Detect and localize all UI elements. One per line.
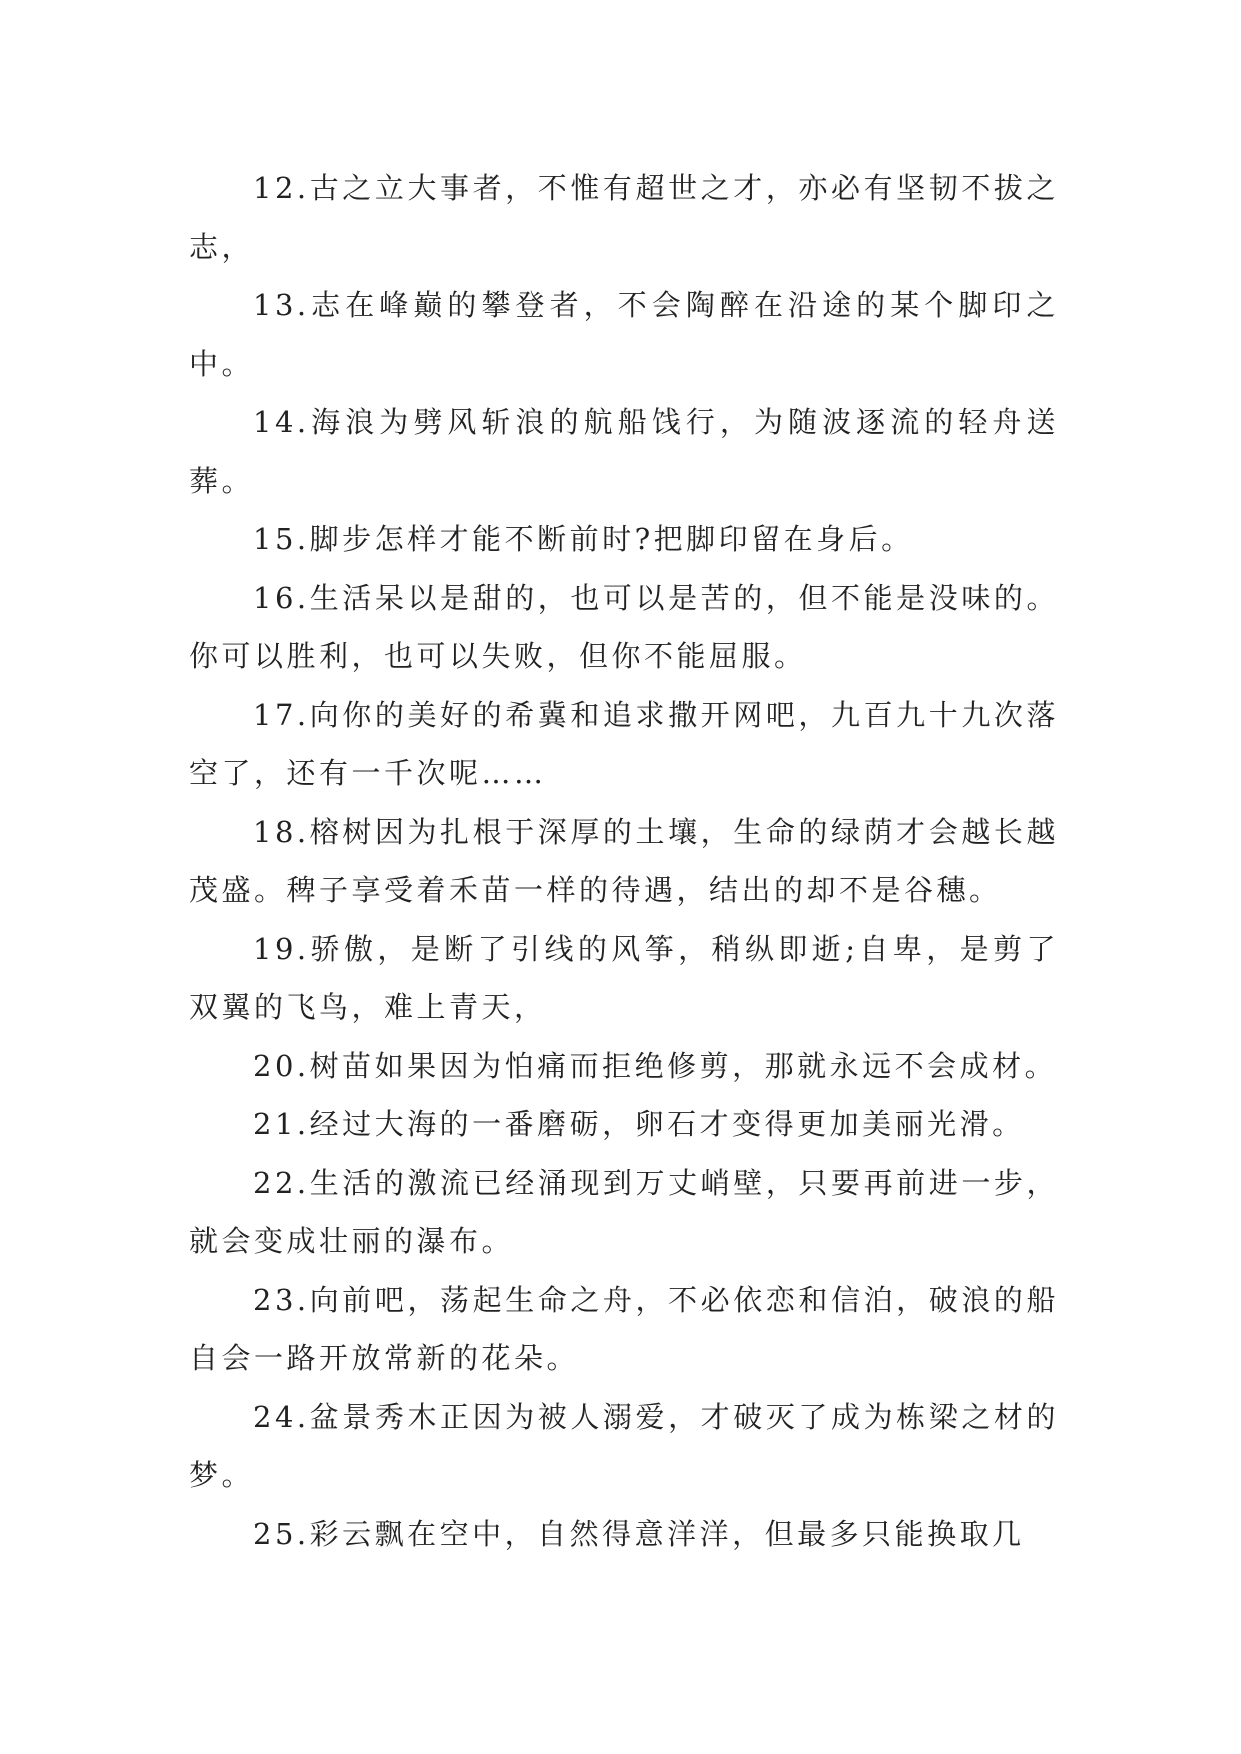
paragraph-18: 18.榕树因为扎根于深厚的土壤，生命的绿荫才会越长越茂盛。稗子享受着禾苗一样的待遇，结出的却不是谷穗。 — [189, 814, 1059, 907]
paragraph-24: 24.盆景秀木正因为被人溺爱，才破灭了成为栋梁之材的梦。 — [189, 1399, 1059, 1492]
document-body — [189, 159, 1059, 1563]
paragraph-21: 21.经过大海的一番磨砺，卵石才变得更加美丽光滑。 — [253, 1107, 1025, 1141]
paragraph-19: 19.骄傲，是断了引线的风筝，稍纵即逝;自卑，是剪了双翼的飞鸟，难上青天， — [189, 931, 1059, 1024]
paragraph-14: 14.海浪为劈风斩浪的航船饯行，为随波逐流的轻舟送葬。 — [189, 405, 1059, 498]
paragraph-20: 20.树苗如果因为怕痛而拒绝修剪，那就永远不会成材。 — [253, 1048, 1058, 1083]
paragraph-16: 16.生活呆以是甜的，也可以是苦的，但不能是没味的。你可以胜利，也可以失败，但你不能屈服。 — [189, 580, 1059, 673]
paragraph-17: 17.向你的美好的希冀和追求撒开网吧，九百九十九次落空了，还有一千次呢…… — [189, 697, 1059, 790]
paragraph-12: 12.古之立大事者，不惟有超世之才，亦必有坚韧不拔之志， — [189, 171, 1059, 264]
paragraph-15: 15.脚步怎样才能不断前时?把脚印留在身后。 — [253, 522, 914, 556]
paragraph-13: 13.志在峰巅的攀登者，不会陶醉在沿途的某个脚印之中。 — [189, 288, 1059, 381]
paragraph-22: 22.生活的激流已经涌现到万丈峭壁，只要再前进一步，就会变成壮丽的瀑布。 — [189, 1165, 1059, 1258]
paragraph-23: 23.向前吧，荡起生命之舟，不必依恋和信泊，破浪的船自会一路开放常新的花朵。 — [189, 1282, 1059, 1375]
paragraph-25: 25.彩云飘在空中，自然得意洋洋，但最多只能换取几 — [253, 1516, 1025, 1551]
